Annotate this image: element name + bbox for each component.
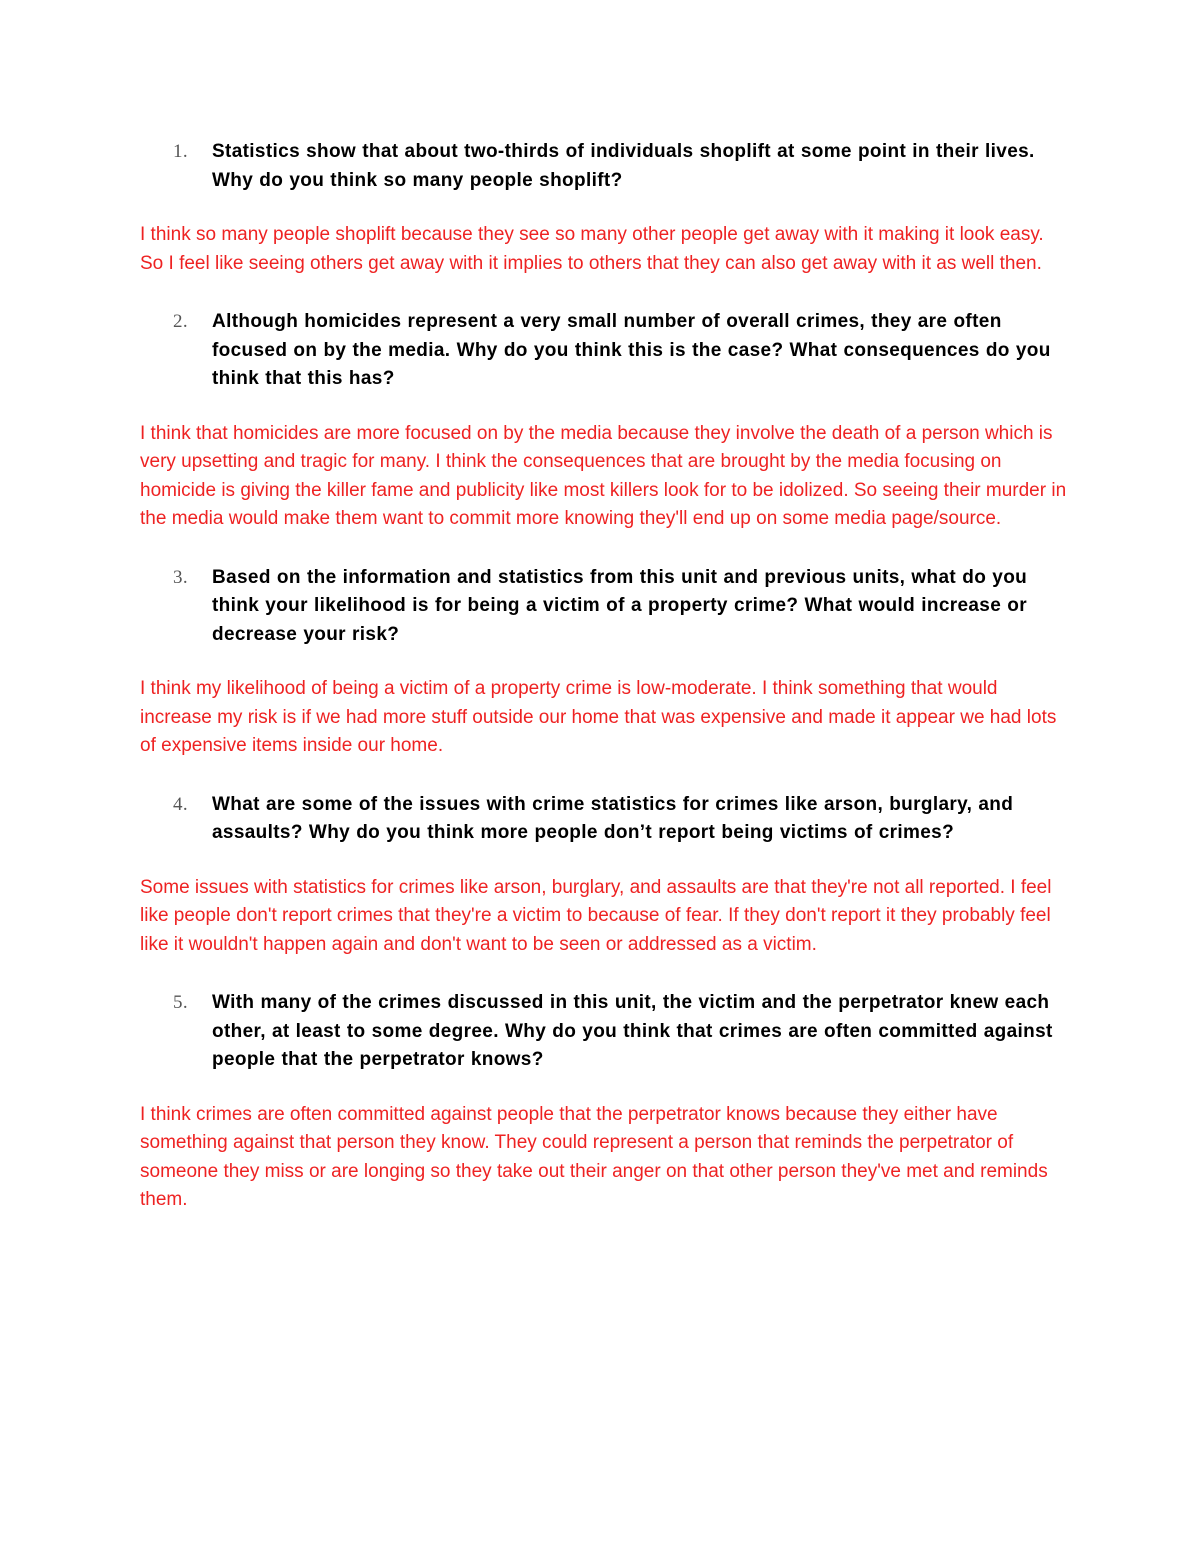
question-text-1: Statistics show that about two-thirds of individuals shoplift at some point in their lives. Why do you think so many people shoplift?	[212, 141, 1035, 191]
qa-item-5	[140, 989, 1070, 1215]
question-4	[140, 791, 1070, 848]
qa-item-2	[140, 308, 1070, 534]
question-number-2: 2.	[173, 311, 188, 332]
question-number-1: 1.	[173, 141, 188, 162]
question-number-3: 3.	[173, 566, 188, 588]
qa-item-1	[140, 138, 1070, 278]
answer-3: I think my likelihood of being a victim of a property crime is low-moderate. I think something that would increase my risk is if we had more stuff outside our home that was expensive and made it appear we had lots of expensive items inside our home.	[140, 678, 1057, 756]
question-2	[140, 308, 1070, 394]
question-text-3: Based on the information and statistics from this unit and previous units, what do you think your likelihood is for being a victim of a property crime? What would increase or decrease your risk?	[212, 566, 1028, 645]
answer-4: Some issues with statistics for crimes like arson, burglary, and assaults are that they're not all reported. I feel like people don't report crimes that they're a victim to because of fear. If they don't report it they probably feel like it wouldn't happen again and don't want to be seen or addressed as a victim.	[140, 876, 1052, 955]
question-text-4: What are some of the issues with crime statistics for crimes like arson, burglary, and assaults? Why do you think more people don’t report being victims of crimes?	[212, 793, 1014, 843]
qa-item-3	[140, 564, 1070, 761]
question-3	[140, 564, 1070, 650]
answer-1: I think so many people shoplift because they see so many other people get away with it making it look easy. So I feel like seeing others get away with it implies to others that they can also get away with it as well then.	[140, 224, 1044, 274]
question-number-4: 4.	[173, 793, 188, 815]
question-number-5: 5.	[173, 992, 188, 1013]
question-text-5: With many of the crimes discussed in this unit, the victim and the perpetrator knew each other, at least to some degree. Why do you think that crimes are often committed against people that the perpetrator knows?	[212, 992, 1053, 1070]
question-1	[140, 138, 1070, 195]
answer-5: I think crimes are often committed against people that the perpetrator knows because they either have something against that person they know. They could represent a person that reminds the perpetrator of someone they miss or are longing so they take out their anger on that other person they've met and reminds them.	[140, 1103, 1048, 1210]
question-text-2: Although homicides represent a very small number of overall crimes, they are often focused on by the media. Why do you think this is the case? What consequences do you think that this has?	[212, 311, 1051, 389]
answer-2: I think that homicides are more focused on by the media because they involve the death of a person which is very upsetting and tragic for many. I think the consequences that are brought by the media focusing on homicide is giving the killer fame and publicity like most killers look for to be idolized. So seeing their murder in the media would make them want to commit more knowing they'll end up on some media page/source.	[140, 422, 1067, 529]
qa-item-4	[140, 791, 1070, 960]
document-body	[140, 138, 1070, 1245]
question-5	[140, 989, 1070, 1075]
